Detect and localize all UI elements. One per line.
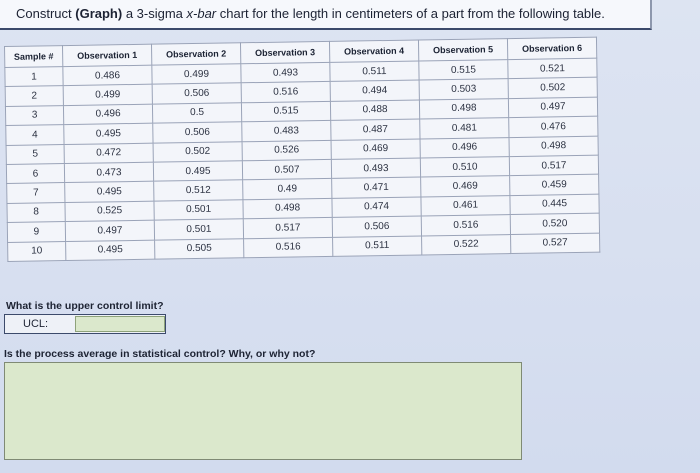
observation-cell: 0.510 — [420, 157, 509, 178]
observation-cell: 0.493 — [331, 158, 420, 179]
observation-cell: 0.511 — [333, 235, 422, 256]
observation-cell: 0.474 — [332, 197, 421, 218]
observation-cell: 0.499 — [63, 85, 152, 106]
observation-cell: 0.521 — [508, 58, 597, 79]
observation-cell: 0.497 — [508, 97, 597, 118]
column-header-observation-2: Observation 2 — [151, 43, 240, 65]
sample-number-cell: 6 — [6, 164, 64, 184]
sample-number-cell: 2 — [5, 86, 63, 106]
observation-cell: 0.498 — [243, 198, 332, 219]
control-question: Is the process average in statistical control? Why, or why not? — [4, 348, 316, 360]
observation-cell: 0.502 — [508, 78, 597, 99]
observation-cell: 0.515 — [241, 101, 330, 122]
observation-cell: 0.469 — [331, 139, 420, 160]
observation-cell: 0.511 — [330, 61, 419, 82]
observation-cell: 0.49 — [243, 179, 332, 200]
observation-cell: 0.497 — [65, 220, 154, 241]
observation-cell: 0.496 — [420, 137, 509, 158]
observation-cell: 0.502 — [153, 141, 242, 162]
observation-cell: 0.476 — [509, 116, 598, 137]
observation-cell: 0.487 — [331, 119, 420, 140]
observation-cell: 0.503 — [419, 79, 508, 100]
observation-cell: 0.501 — [154, 219, 243, 240]
observation-cell: 0.481 — [420, 118, 509, 139]
observation-cell: 0.498 — [509, 136, 598, 157]
sample-number-cell: 5 — [6, 144, 64, 164]
column-header-observation-6: Observation 6 — [507, 37, 596, 59]
column-header-observation-1: Observation 1 — [63, 44, 152, 66]
column-header-observation-4: Observation 4 — [329, 40, 418, 62]
ucl-input[interactable] — [75, 316, 165, 332]
observation-cell: 0.495 — [65, 182, 154, 203]
ucl-question: What is the upper control limit? — [6, 300, 164, 312]
column-header-sample: Sample # — [5, 46, 63, 68]
observation-cell: 0.495 — [64, 123, 153, 144]
observation-cell: 0.520 — [510, 213, 599, 234]
observation-cell: 0.506 — [153, 122, 242, 143]
observation-cell: 0.522 — [422, 234, 511, 255]
observation-cell: 0.507 — [242, 159, 331, 180]
sample-number-cell: 4 — [6, 125, 64, 145]
observation-cell: 0.472 — [64, 143, 153, 164]
observation-cell: 0.506 — [152, 83, 241, 104]
observation-cell: 0.499 — [152, 64, 241, 85]
observation-cell: 0.495 — [153, 161, 242, 182]
observation-cell: 0.461 — [421, 195, 510, 216]
ucl-label: UCL: — [23, 318, 49, 330]
observation-cell: 0.494 — [330, 80, 419, 101]
sample-number-cell: 1 — [5, 67, 63, 87]
sample-number-cell: 7 — [7, 183, 65, 203]
sample-number-cell: 3 — [5, 105, 63, 125]
sample-number-cell: 10 — [8, 241, 66, 261]
observation-cell: 0.445 — [510, 194, 599, 215]
observation-cell: 0.512 — [154, 180, 243, 201]
observation-cell: 0.459 — [510, 175, 599, 196]
observation-cell: 0.505 — [155, 238, 244, 259]
observation-cell: 0.517 — [243, 217, 332, 238]
question-title-bar — [0, 0, 652, 30]
observation-cell: 0.5 — [152, 103, 241, 124]
question-title: Construct (Graph) a 3-sigma x-bar chart for the length in centimeters of a part from the following table. — [16, 6, 605, 21]
observation-cell: 0.526 — [242, 140, 331, 161]
observation-cell: 0.483 — [242, 121, 331, 142]
observation-cell: 0.488 — [330, 100, 419, 121]
column-header-observation-3: Observation 3 — [240, 41, 329, 63]
ucl-row — [4, 314, 166, 334]
observation-cell: 0.473 — [64, 162, 153, 183]
sample-number-cell: 8 — [7, 202, 65, 222]
observations-table — [4, 37, 600, 262]
observation-cell: 0.496 — [63, 104, 152, 125]
observation-cell: 0.517 — [509, 155, 598, 176]
control-answer-box[interactable] — [4, 362, 522, 460]
observation-cell: 0.486 — [63, 65, 152, 86]
observation-cell: 0.501 — [154, 200, 243, 221]
observation-cell: 0.498 — [419, 98, 508, 119]
observation-cell: 0.527 — [511, 233, 600, 254]
observation-cell: 0.493 — [241, 62, 330, 83]
observation-cell: 0.469 — [421, 176, 510, 197]
column-header-observation-5: Observation 5 — [418, 39, 507, 61]
observation-cell: 0.516 — [244, 237, 333, 258]
observation-cell: 0.515 — [419, 60, 508, 81]
observation-cell: 0.516 — [421, 215, 510, 236]
observation-cell: 0.495 — [66, 240, 155, 261]
sample-number-cell: 9 — [7, 222, 65, 242]
observation-cell: 0.471 — [332, 177, 421, 198]
observation-cell: 0.516 — [241, 82, 330, 103]
observation-cell: 0.506 — [332, 216, 421, 237]
observation-cell: 0.525 — [65, 201, 154, 222]
